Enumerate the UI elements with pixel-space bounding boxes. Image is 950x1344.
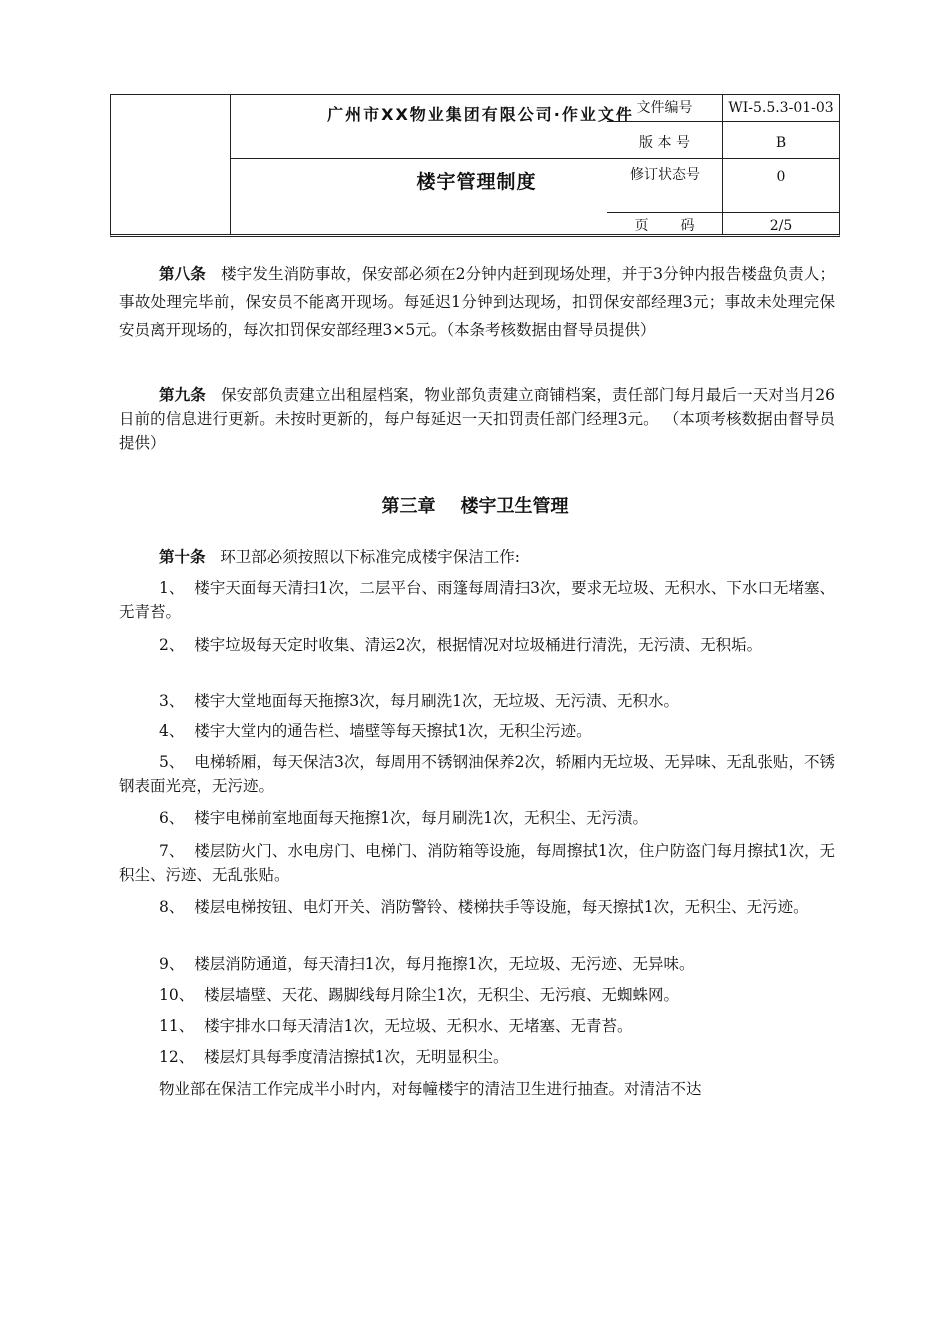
list-item: 9、 楼层消防通道，每天清扫1次，每月拖擦1次，无垃圾、无污迹、无异味。 <box>159 955 695 973</box>
meta-value-page: 2/5 <box>769 218 793 234</box>
document-header-table <box>110 94 840 237</box>
meta-value-version: B <box>775 135 787 151</box>
article-9 <box>119 383 835 455</box>
list-item: 3、 楼宇大堂地面每天拖擦3次，每月刷洗1次，无垃圾、无污渍、无积水。 <box>159 692 679 710</box>
article-8 <box>119 260 835 344</box>
article-9-text: 保安部负责建立出租屋档案，物业部负责建立商铺档案，责任部门每月最后一天对当月26日前的信息进行更新。未按时更新的，每户每延迟一天扣罚责任部门经理3元。 （本项考核数据由督导员提供） <box>119 386 836 452</box>
article-10 <box>119 545 835 569</box>
article-9-lead: 第九条 <box>159 386 206 404</box>
logo-cell <box>111 95 231 234</box>
article-8-text: 楼宇发生消防事故，保安部必须在2分钟内赶到现场处理，并于3分钟内报告楼盘负责人；事故处理完毕前，保安员不能离开现场。每延迟1分钟到达现场，扣罚保安部经理3元；事故未处理完保安员离开现场的，每次扣罚保安部经理3×5元。（本条考核数据由督导员提供） <box>119 265 835 339</box>
article-8-lead: 第八条 <box>159 265 206 283</box>
list-item: 2、 楼宇垃圾每天定时收集、清运2次，根据情况对垃圾桶进行清洗，无污渍、无积垢。 <box>159 636 763 654</box>
chapter-title: 第三章 楼宇卫生管理 <box>381 496 569 517</box>
meta-label-version: 版 本 号 <box>639 135 690 151</box>
list-item: 7、 楼层防火门、水电房门、电梯门、消防箱等设施，每周擦拭1次，住户防盗门每月擦拭1次，无积尘、污迹、无乱张贴。 <box>119 842 835 884</box>
list-item: 11、 楼宇排水口每天清洁1次，无垃圾、无积水、无堵塞、无青苔。 <box>159 1017 633 1035</box>
list-item: 12、 楼层灯具每季度清洁擦拭1次，无明显积尘。 <box>159 1048 509 1066</box>
list-item: 8、 楼层电梯按钮、电灯开关、消防警铃、楼梯扶手等设施，每天擦拭1次，无积尘、无污迹。 <box>159 898 809 916</box>
article-10-lead: 第十条 <box>159 548 206 566</box>
list-item: 4、 楼宇大堂内的通告栏、墙壁等每天擦拭1次，无积尘污迹。 <box>159 722 592 740</box>
meta-label-revision: 修订状态号 <box>630 167 700 183</box>
meta-label-page: 页 码 <box>634 218 695 234</box>
meta-value-revision: 0 <box>776 169 786 185</box>
article-10-text: 环卫部必须按照以下标准完成楼宇保洁工作: <box>220 548 521 566</box>
meta-labels <box>607 95 723 234</box>
closing-paragraph: 物业部在保洁工作完成半小时内，对每幢楼宇的清洁卫生进行抽查。对清洁不达 <box>159 1080 702 1098</box>
meta-value-file-no: WI-5.5.3-01-03 <box>728 100 834 116</box>
list-item: 1、 楼宇天面每天清扫1次，二层平台、雨篷每周清扫3次，要求无垃圾、无积水、下水口无堵塞、无青苔。 <box>119 579 835 621</box>
list-item: 10、 楼层墙壁、天花、踢脚线每月除尘1次，无积尘、无污痕、无蜘蛛网。 <box>159 986 679 1004</box>
document-title: 楼宇管理制度 <box>416 171 537 193</box>
list-item: 5、 电梯轿厢，每天保洁3次，每周用不锈钢油保养2次，轿厢内无垃圾、无异味、无乱张贴，不锈钢表面光亮，无污迹。 <box>119 753 835 795</box>
meta-label-file-no: 文件编号 <box>636 100 693 116</box>
company-name: 广州市XX物业集团有限公司·作业文件 <box>231 95 722 159</box>
list-item: 6、 楼宇电梯前室地面每天拖擦1次，每月刷洗1次，无积尘、无污渍。 <box>159 809 648 827</box>
